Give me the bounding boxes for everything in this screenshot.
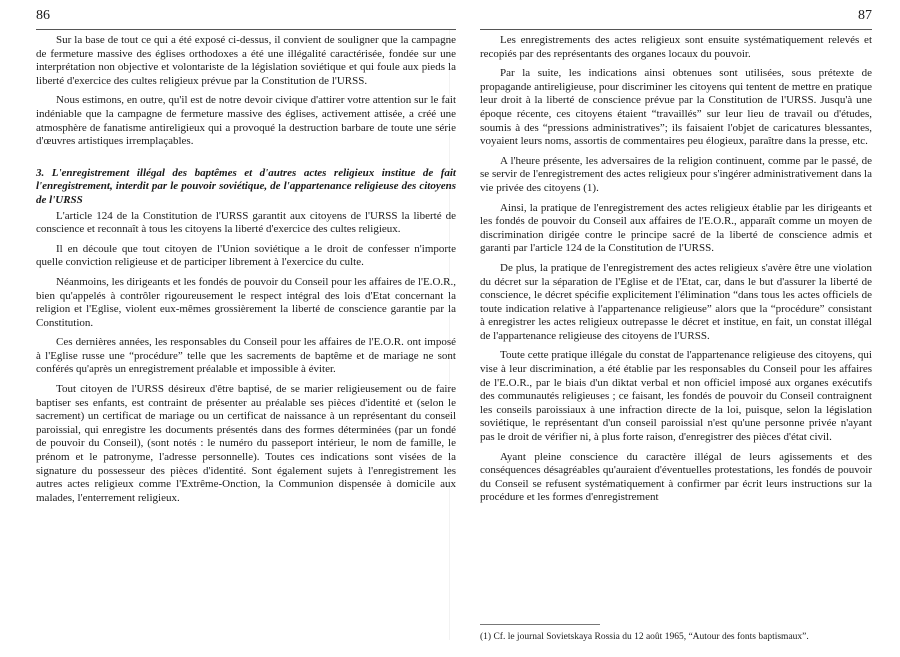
paragraph: Les enregistrements des actes religieux sont ensuite systématiquement relevés et recopiés par des représentants des organes locaux du pouvoir. [480, 34, 872, 60]
page-number: 87 [858, 8, 872, 23]
paragraph: L'article 124 de la Constitution de l'URSS garantit aux citoyens de l'URSS la liberté de conscience et reconnaît à tous les citoyens la liberté d'exercice des cultes religieux. [36, 209, 456, 236]
paragraph: Néanmoins, les dirigeants et les fondés de pouvoir du Conseil pour les affaires de l'E.O.R., bien qu'appelés à contrôler rigoureusement le respect intégral des lois d'Etat concernant la religion et l'Eglise, violent eux-mêmes grossièrement la liberté de conscience garantie par la Constitution. [36, 275, 456, 329]
header-rule [480, 29, 872, 30]
paragraph: Toute cette pratique illégale du constat de l'appartenance religieuse des citoyens, qui vise à leur discrimination, a été établie par les responsables du Conseil pour les affaires de l'E.O.R., par le biais d'un diktat verbal et non officiel imposé aux organes exécutifs des communautés religieuses ; ce faisant, les fondés de pouvoir du Conseil contraignent les conseils paroissiaux à une infraction directe de la loi, puisque, selon la législation soviétique, le représentant d'un conseil paroissial n'est qu'une personne privée n'ayant pas le droit de vérifier ni, à plus forte raison, d'enregistrer des pièces d'état civil. [480, 349, 872, 444]
paragraph: Ayant pleine conscience du caractère illégal de leurs agissements et des conséquences désagréables qu'auraient d'éventuelles protestations, les fondés de pouvoir du Conseil se refusent systématiquement à confirmer par écrit leurs instructions sur la procédure et les formes d'enregistrement [480, 450, 872, 504]
right-page-body [480, 34, 872, 511]
paragraph: Ces dernières années, les responsables du Conseil pour les affaires de l'E.O.R. ont imposé à l'Eglise russe une “procédure” telle que les sacrements de baptême et de mariage ne sont conférés qu'après un enregistrement préalable et impossible à éviter. [36, 336, 456, 376]
paragraph: Par la suite, les indications ainsi obtenues sont utilisées, sous prétexte de propagande antireligieuse, pour discriminer les citoyens qui tentent de mettre en pratique leur droit à la liberté de conscience prévue par la Constitution de l'URSS. Jusqu'à une époque récente, ces citoyens étaient “travaillés” sur leur lieu de travail ou d'études, soumis à des “pressions administratives”; ils faisaient l'objet de caricatures blessantes, voyaient leurs noms, assortis de commentaires peu élogieux, paraître dans la presse, etc. [480, 67, 872, 148]
left-page-body [36, 34, 456, 511]
paragraph: A l'heure présente, les adversaires de la religion continuent, comme par le passé, de se servir de l'enregistrement des actes religieux pour s'ingérer administrativement dans la vie privée des citoyens (1). [480, 154, 872, 194]
paragraph: Tout citoyen de l'URSS désireux d'être baptisé, de se marier religieusement ou de faire baptiser ses enfants, est contraint de présenter au préalable ses pièces d'identité et (selon le sacrement) un certificat de mariage ou un certificat de naissance à un représentant du conseil paroissial, qui enregistre les documents présentés dans des formes déterminées (par un fondé de pouvoir du Conseil), (sont notés : le numéro du passeport intérieur, le nom de famille, le prénom et le patronyme, l'adresse personnelle). Toutes ces indications sont visées de la signature du possesseur des pièces d'identité. Sont également sujets à l'enregistrement les autres actes religieux comme l'Extrême-Onction, la Communion dispensée à domicile aux malades, l'enterrement religieux. [36, 383, 456, 504]
paragraph: Sur la base de tout ce qui a été exposé ci-dessus, il convient de souligner que la campagne de fermeture massive des églises orthodoxes a été une illégalité caractérisée, fondée sur une interprétation non objective et volontariste de la législation soviétique et qui foule aux pieds la liberté d'exercice des cultes religieux prévue par la Constitution de l'URSS. [36, 34, 456, 87]
paragraph: Il en découle que tout citoyen de l'Union soviétique a le droit de confesser n'importe quelle conviction religieuse et de participer librement à l'exercice du culte. [36, 242, 456, 269]
paragraph: Nous estimons, en outre, qu'il est de notre devoir civique d'attirer votre attention sur le fait indéniable que la campagne de fermeture massive des églises, activement attisée, a créé une atmosphère de fanatisme antireligieux qui a provoqué la destruction barbare de toute une série d'œuvres artistiques irremplaçables. [36, 94, 456, 148]
footnote-rule [480, 624, 600, 625]
paragraph: De plus, la pratique de l'enregistrement des actes religieux s'avère être une violation du décret sur la séparation de l'Eglise et de l'Etat, car, dans le but d'assurer la liberté de conscience, le décret spécifie explicitement l'élimination “dans tous les actes officiels de toute indication relative à l'appartenance religieuse” alors que la “procédure” consistant à enregistrer les actes religieux outrepasse le décret et institue, en fait, un constat illégal de l'appartenance religieuse des citoyens de l'URSS. [480, 261, 872, 342]
section-heading: 3. L'enregistrement illégal des baptêmes et d'autres actes religieux institue de fait l'enregistrement, interdit par le pouvoir soviétique, de l'appartenance religieuse des citoyens de l'URSS [36, 166, 456, 206]
paragraph: Ainsi, la pratique de l'enregistrement des actes religieux établie par les dirigeants et les fondés de pouvoir du Conseil aux affaires de l'E.O.R., apparaît comme un moyen de discrimination dirigée contre le principe sacré de la liberté de conscience admis et garanti par l'article 124 de la Constitution de l'URSS. [480, 201, 872, 255]
page-number: 86 [36, 8, 50, 23]
header-rule [36, 29, 456, 30]
right-page [450, 0, 900, 657]
footnote: (1) Cf. le journal Sovietskaya Rossia du 12 août 1965, “Autour des fonts baptismaux”. [480, 632, 809, 642]
